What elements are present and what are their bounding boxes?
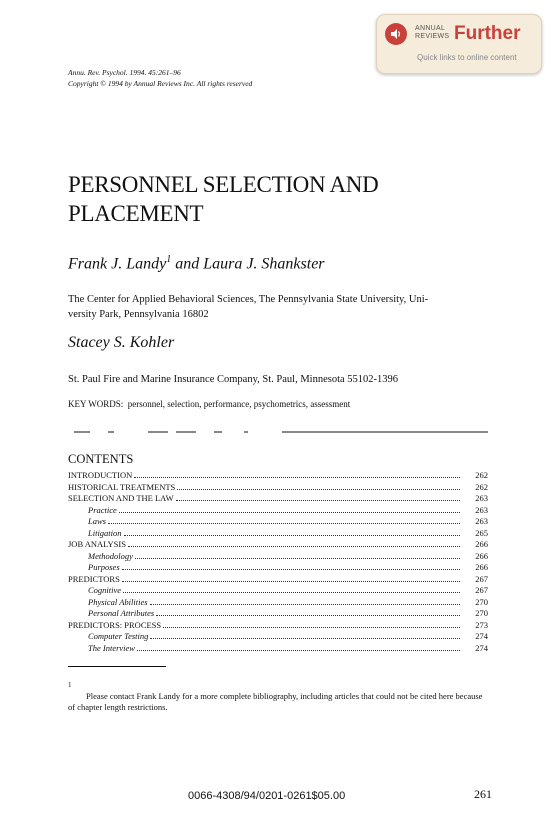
toc-entry[interactable] xyxy=(68,643,488,655)
toc-entry-label: Practice xyxy=(88,504,117,515)
toc-entry-page: 263 xyxy=(475,504,488,515)
annual-reviews-logo-text xyxy=(415,25,449,41)
toc-leader-dots xyxy=(137,650,460,651)
article-title xyxy=(68,170,488,228)
toc-entry-label: Personal Attributes xyxy=(88,608,155,618)
toc-entry-label: Cognitive xyxy=(88,585,122,595)
toc-entry-label: Laws xyxy=(88,516,106,526)
toc-leader-dots xyxy=(176,500,460,501)
toc-entry-label: JOB ANALYSIS xyxy=(68,539,126,549)
toc-entry-page: 262 xyxy=(475,470,488,480)
toc-leader-dots xyxy=(156,615,460,616)
toc-leader-dots xyxy=(150,638,460,639)
toc-entry[interactable] xyxy=(68,516,488,528)
toc-entry-label: INTRODUCTION xyxy=(68,470,133,480)
toc-leader-dots xyxy=(123,592,460,593)
toc-entry-label: Physical Abilities xyxy=(88,596,148,607)
toc-entry-label: Computer Testing xyxy=(88,631,149,641)
toc-leader-dots xyxy=(124,535,460,536)
citation-journal: Annu. Rev. Psychol. 1994. 45:261–96 xyxy=(68,68,181,77)
toc-leader-dots xyxy=(122,581,460,582)
toc-entry-page: 263 xyxy=(475,516,488,526)
toc-entry-page: 263 xyxy=(475,493,488,503)
keywords-label: KEY WORDS: xyxy=(68,399,124,409)
section-divider xyxy=(68,428,488,436)
toc-leader-dots xyxy=(163,627,460,628)
citation-copyright: Copyright © 1994 by Annual Reviews Inc. All rights reserved xyxy=(68,79,253,88)
toc-leader-dots xyxy=(177,489,460,490)
toc-entry-label: Methodology xyxy=(88,550,133,561)
issn-code: 0066-4308/94/0201-0261$05.00 xyxy=(188,790,346,802)
page-number: 261 xyxy=(474,787,492,801)
toc-entry[interactable] xyxy=(68,631,488,643)
toc-entry-page: 273 xyxy=(475,619,488,630)
author-landy: Frank J. Landy xyxy=(68,255,167,273)
toc-leader-dots xyxy=(134,477,460,478)
toc-entry-label: PREDICTORS xyxy=(68,573,120,584)
toc-entry-page: 270 xyxy=(475,608,488,618)
affiliation-1 xyxy=(68,292,488,322)
toc-entry[interactable] xyxy=(68,505,488,517)
toc-entry-page: 267 xyxy=(475,585,488,595)
toc-entry[interactable] xyxy=(68,539,488,551)
toc-entry-page: 265 xyxy=(475,527,488,538)
further-banner[interactable] xyxy=(376,14,542,74)
citation xyxy=(68,67,252,89)
toc-entry-label: Litigation xyxy=(88,527,122,538)
toc-entry[interactable] xyxy=(68,482,488,494)
toc-entry-label: PREDICTORS: PROCESS xyxy=(68,619,162,630)
toc-entry-label: HISTORICAL TREATMENTS xyxy=(68,481,176,492)
footnote-marker[interactable]: 1 xyxy=(166,254,172,265)
toc-entry-label: The Interview xyxy=(88,642,135,653)
affiliation-1-line-1: The Center for Applied Behavioral Sciences, The Pennsylvania State University, Uni- xyxy=(68,294,429,305)
toc-entry[interactable] xyxy=(68,574,488,586)
author-line-1 xyxy=(68,254,325,273)
annual-label: ANNUAL xyxy=(415,25,446,32)
toc-entry[interactable] xyxy=(68,562,488,574)
toc-entry-label: SELECTION AND THE LAW xyxy=(68,493,174,503)
toc-entry[interactable] xyxy=(68,608,488,620)
reviews-label: REVIEWS xyxy=(415,33,450,40)
keywords xyxy=(68,399,350,409)
affiliation-1-line-2: versity Park, Pennsylvania 16802 xyxy=(68,309,209,320)
toc-leader-dots xyxy=(135,558,460,559)
toc-leader-dots xyxy=(150,604,460,605)
toc-entry[interactable] xyxy=(68,551,488,563)
toc-entry-page: 267 xyxy=(475,573,488,584)
affiliation-2: St. Paul Fire and Marine Insurance Company, St. Paul, Minnesota 55102-1396 xyxy=(68,374,399,385)
table-of-contents xyxy=(68,470,488,654)
keywords-text: personnel, selection, performance, psychometrics, assessment xyxy=(127,399,351,409)
author-kohler: Stacey S. Kohler xyxy=(68,334,175,351)
toc-entry[interactable] xyxy=(68,597,488,609)
toc-entry-page: 270 xyxy=(475,596,488,607)
author-shankster: and Laura J. Shankster xyxy=(171,255,325,273)
contents-heading: CONTENTS xyxy=(68,452,134,466)
toc-leader-dots xyxy=(108,523,460,524)
toc-entry[interactable] xyxy=(68,585,488,597)
toc-entry-page: 266 xyxy=(475,550,488,561)
toc-entry[interactable] xyxy=(68,528,488,540)
footnote-text xyxy=(68,691,488,713)
toc-leader-dots xyxy=(128,546,460,547)
footnote-rule xyxy=(68,666,166,667)
toc-entry[interactable] xyxy=(68,493,488,505)
toc-entry-label: Purposes xyxy=(88,562,120,572)
toc-entry-page: 266 xyxy=(475,562,488,572)
toc-entry-page: 274 xyxy=(475,631,488,641)
toc-entry[interactable] xyxy=(68,620,488,632)
title-line-1: PERSONNEL SELECTION AND xyxy=(68,172,379,197)
footnote-number: 1 xyxy=(68,681,72,689)
toc-entry[interactable] xyxy=(68,470,488,482)
title-line-2: PLACEMENT xyxy=(68,201,204,226)
toc-entry-page: 262 xyxy=(475,481,488,492)
toc-entry-page: 266 xyxy=(475,539,488,549)
toc-leader-dots xyxy=(122,569,460,570)
footnote-body: Please contact Frank Landy for a more complete bibliography, including articles that could not be cited here because of chapter length restrictions. xyxy=(68,691,483,712)
toc-leader-dots xyxy=(119,512,460,513)
further-subtitle: Quick links to online content xyxy=(417,53,517,62)
further-label: Further xyxy=(454,23,521,44)
speaker-icon xyxy=(385,23,407,45)
toc-entry-page: 274 xyxy=(475,642,488,653)
